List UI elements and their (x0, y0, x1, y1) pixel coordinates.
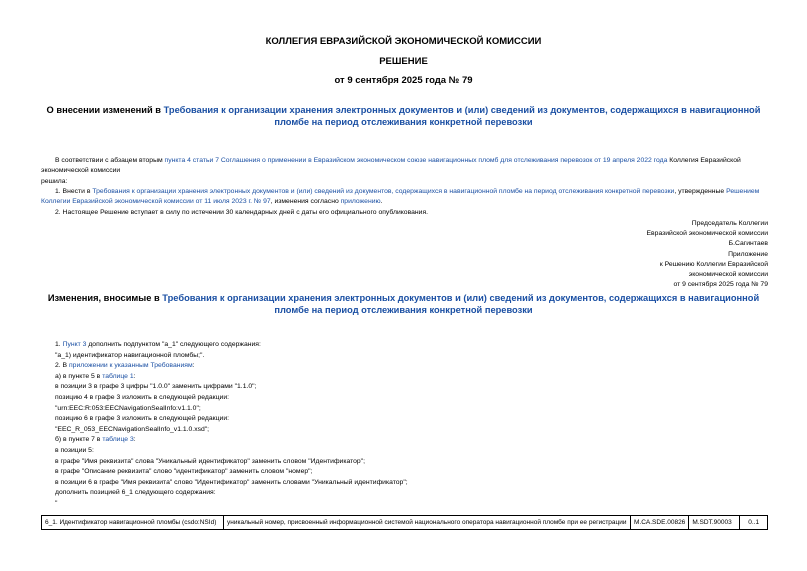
title-link[interactable]: Требования к организации хранения электронных документов и (или) сведений из документов, содержащихся в навигационной пломбе на период отслеживания конкретной перевозки (163, 105, 761, 127)
change-line: в позиции 6 в графе "Имя реквизита" слово "Идентификатор" заменить словами "Уникальный идентификатор"; (55, 478, 408, 486)
requirements-link[interactable]: Требования к организации хранения электронных документов и (или) сведений из документов, содержащихся в навигационной пломбе на период отслеживания конкретной перевозки (92, 188, 675, 195)
cell-description: уникальный номер, присвоенный информационной системой национального оператора навигационной пломбе при ее регистрации (224, 516, 631, 530)
table-row (42, 516, 768, 530)
table-1-link[interactable]: таблице 1 (102, 372, 134, 380)
change-text: а) в пункте 5 в (55, 372, 103, 380)
signature-org: Евразийской экономической комиссии (646, 230, 768, 238)
changes-title-link[interactable]: Требования к организации хранения электронных документов и (или) сведений из документов, содержащихся в навигационной пломбе на период отслеживания конкретной перевозки (162, 293, 760, 315)
changes-title-prefix: Изменения, вносимые в (47, 293, 163, 303)
appendix-link[interactable]: приложению (340, 198, 381, 205)
change-text: дополнить подпунктом "а_1" следующего содержания: (86, 341, 261, 348)
appendix-ref-3: от 9 сентября 2025 года № 79 (673, 281, 768, 289)
item-2: 2. Настоящее Решение вступает в силу по истечении 30 календарных дней с даты его официального опубликования. (55, 209, 429, 216)
cell-multiplicity: 0..1 (740, 516, 768, 530)
change-text: : (133, 372, 136, 380)
org-name: КОЛЛЕГИЯ ЕВРАЗИЙСКОЙ ЭКОНОМИЧЕСКОЙ КОМИССИИ (265, 36, 542, 47)
appendix-label: Приложение (728, 250, 768, 258)
decision-link[interactable]: Решением Коллегии Евразийской экономической комиссии от 11 июля 2023 г. № 97 (41, 188, 760, 205)
doc-type: РЕШЕНИЕ (379, 56, 428, 67)
change-text: б) в пункте 7 в (55, 436, 103, 444)
change-line: "EEC_R_053_EECNavigationSealInfo_v1.1.0.xsd"; (55, 425, 210, 433)
change-line (55, 435, 408, 446)
changes-list (55, 340, 408, 510)
change-line (55, 340, 408, 351)
change-text: 1. (55, 341, 63, 348)
item-1-text-d: . (380, 198, 383, 205)
change-line: "urn:EEC:R:053:EECNavigationSealInfo:v1.1.0"; (55, 404, 201, 412)
cell-code-2: M.SDT.90003 (689, 516, 740, 530)
appendix-ref-2: экономической комиссии (688, 271, 768, 279)
change-line: позицию 6 в графе 3 изложить в следующей редакции: (55, 415, 230, 423)
preamble-text-2: Коллегия Евразийской экономической комиссии (41, 157, 741, 174)
change-line: в графе "Имя реквизита" слова "Уникальный идентификатор" заменить словом "Идентификатор"; (55, 457, 365, 465)
change-line (55, 372, 408, 383)
change-line (55, 361, 408, 372)
change-line: в позиции 3 в графе 3 цифры "1.0.0" заменить цифрами "1.1.0"; (55, 383, 257, 391)
appendix-ref-1: к Решению Коллегии Евразийской (659, 260, 768, 268)
item-1-text-c: , изменения согласно (270, 198, 341, 205)
appendix-requirements-link[interactable]: приложении к указанным Требованиям (68, 362, 193, 370)
agreement-link[interactable]: пункта 4 статьи 7 Соглашения о применении в Евразийском экономическом союзе навигационных пломб для отслеживания перевозок от 19 апреля 2022 года (164, 157, 668, 164)
change-line: " (55, 499, 58, 507)
changes-title (40, 292, 767, 316)
change-text: 2. В (55, 362, 69, 370)
change-line: позицию 4 в графе 3 изложить в следующей редакции: (55, 393, 230, 401)
change-line: в позиции 5: (55, 446, 94, 454)
signature-block (647, 219, 768, 290)
change-line: "а_1) идентификатор навигационной пломбы;". (55, 351, 205, 359)
change-line: в графе "Описание реквизита" слово "идентификатор" заменить словом "номер"; (55, 468, 313, 476)
doc-date-number: от 9 сентября 2025 года № 79 (334, 75, 473, 86)
preamble (41, 156, 768, 176)
signature-position: Председатель Коллегии (691, 220, 768, 227)
page-title (40, 104, 767, 128)
point-3-link[interactable]: Пункт 3 (62, 341, 87, 348)
cell-code-1: M.CA.SDE.00826 (631, 516, 689, 530)
item-1-text-b: , утвержденные (674, 188, 727, 195)
preamble-text: В соответствии с абзацем вторым (55, 157, 165, 164)
table-3-link[interactable]: таблице 3 (102, 436, 134, 444)
change-text: : (133, 436, 136, 444)
item-1-text: 1. Внести в (55, 188, 93, 195)
cell-name: 6_1. Идентификатор навигационной пломбы (csdo:NSId) (42, 516, 224, 530)
change-line: дополнить позицией 6_1 следующего содержания: (55, 489, 216, 497)
change-text: : (192, 362, 195, 370)
decided-label: решила: (41, 178, 68, 185)
signature-person: Б.Сагинтаев (728, 240, 768, 248)
item-1 (41, 187, 768, 207)
title-prefix: О внесении изменений в (46, 105, 164, 115)
requisites-table (41, 515, 768, 530)
